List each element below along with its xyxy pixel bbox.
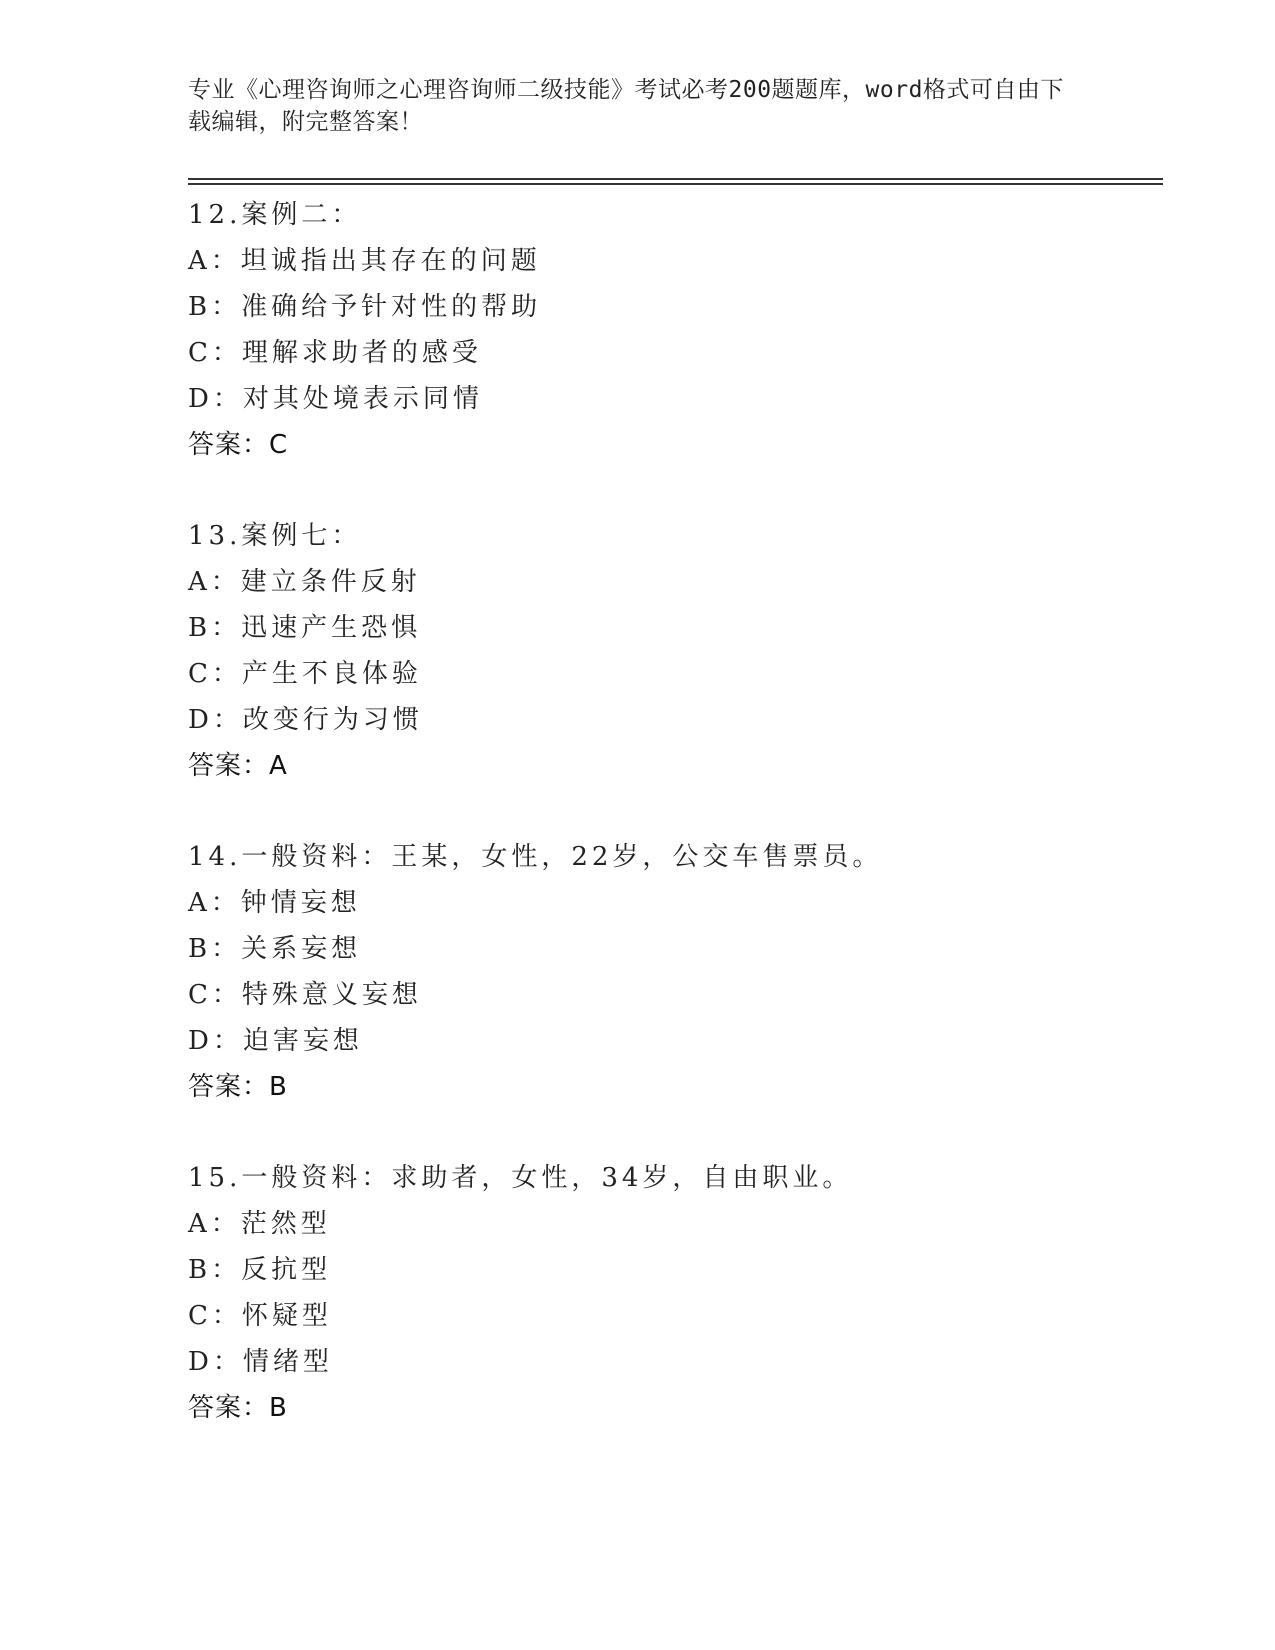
option-a: A：钟情妄想 <box>188 888 361 918</box>
question-list <box>188 192 1163 1476</box>
question-stem: 13.案例七： <box>188 521 362 551</box>
question-stem: 12.案例二： <box>188 200 362 230</box>
option-a: A：坦诚指出其存在的问题 <box>188 246 541 276</box>
option-d: D：对其处境表示同情 <box>188 384 483 414</box>
question-stem: 14.一般资料：王某，女性，22岁，公交车售票员。 <box>188 842 883 872</box>
option-a: A：建立条件反射 <box>188 567 421 597</box>
header-divider-top <box>188 178 1163 180</box>
option-a: A：茫然型 <box>188 1209 331 1239</box>
option-d: D：情绪型 <box>188 1347 333 1377</box>
option-d: D：迫害妄想 <box>188 1026 363 1056</box>
option-b: B：反抗型 <box>188 1255 332 1285</box>
header-divider-bottom <box>188 183 1163 185</box>
question-13 <box>188 513 1163 789</box>
option-d: D：改变行为习惯 <box>188 705 423 735</box>
answer-line: 答案：B <box>188 1072 288 1102</box>
question-12 <box>188 192 1163 468</box>
option-c: C：产生不良体验 <box>188 659 422 689</box>
option-c: C：理解求助者的感受 <box>188 338 482 368</box>
answer-line: 答案：B <box>188 1393 288 1423</box>
option-b: B：关系妄想 <box>188 934 362 964</box>
option-b: B：准确给予针对性的帮助 <box>188 292 542 322</box>
option-c: C：怀疑型 <box>188 1301 332 1331</box>
option-b: B：迅速产生恐惧 <box>188 613 422 643</box>
answer-line: 答案：C <box>188 430 289 460</box>
answer-line: 答案：A <box>188 751 288 781</box>
header-intro: 专业《心理咨询师之心理咨询师二级技能》考试必考200题题库，word格式可自由下载编辑，附完整答案！ <box>188 77 1064 135</box>
option-c: C：特殊意义妄想 <box>188 980 422 1010</box>
question-15 <box>188 1155 1163 1431</box>
question-stem: 15.一般资料：求助者，女性，34岁，自由职业。 <box>188 1163 853 1193</box>
question-14 <box>188 834 1163 1110</box>
